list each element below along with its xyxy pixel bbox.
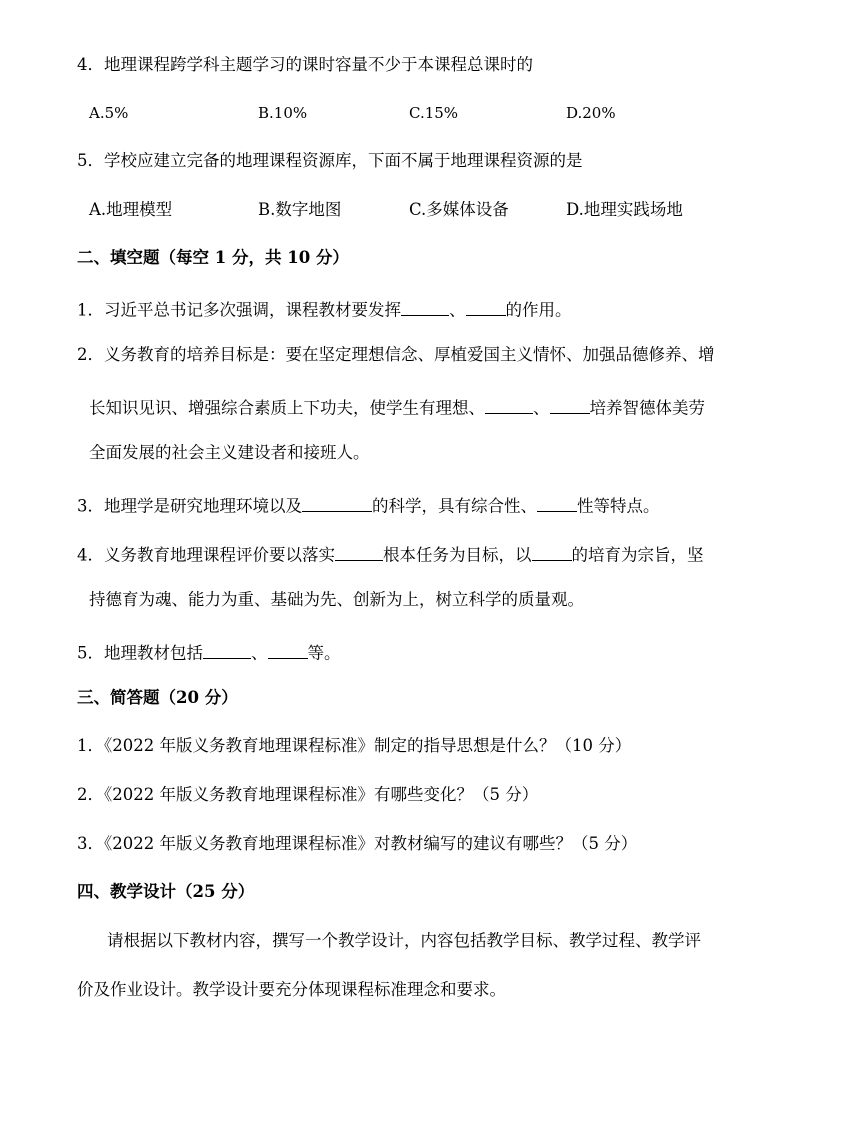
fill-q1 <box>77 298 572 319</box>
fill-q4-blank-1[interactable] <box>335 543 383 561</box>
fill-q5-text-a: 5．地理教材包括 <box>77 643 203 663</box>
fill-q1-text-b: 的作用。 <box>505 300 572 320</box>
fill-q2-line2 <box>89 396 705 417</box>
fill-q2-text-b: 培养智德体美劳 <box>589 398 705 418</box>
design-paragraph-line2: 价及作业设计。教学设计要充分体现课程标准理念和要求。 <box>77 980 506 999</box>
choice-q5-option-a: A.地理模型 <box>89 200 173 219</box>
fill-q4-line1 <box>77 543 704 564</box>
fill-q1-blank-2[interactable] <box>466 298 506 316</box>
fill-q5-sep: 、 <box>251 643 268 663</box>
fill-q1-text-a: 1．习近平总书记多次强调，课程教材要发挥 <box>77 300 401 320</box>
fill-q4-blank-2[interactable] <box>532 543 572 561</box>
short-q2: 2．《2022 年版义务教育地理课程标准》有哪些变化？（5 分） <box>77 785 539 804</box>
fill-section-heading: 二、填空题（每空 1 分，共 10 分） <box>77 248 349 267</box>
choice-q5-option-c: C.多媒体设备 <box>409 200 509 219</box>
fill-q5 <box>77 641 341 662</box>
fill-q4-text-a: 4．义务教育地理课程评价要以落实 <box>77 545 335 565</box>
fill-q3-blank-2[interactable] <box>537 494 577 512</box>
fill-q1-sep: 、 <box>449 300 466 320</box>
short-q1: 1．《2022 年版义务教育地理课程标准》制定的指导思想是什么？（10 分） <box>77 736 632 755</box>
design-section-heading: 四、教学设计（25 分） <box>77 882 255 901</box>
fill-q3-text-a: 3．地理学是研究地理环境以及 <box>77 496 302 516</box>
fill-q5-blank-2[interactable] <box>268 641 308 659</box>
short-section-heading: 三、简答题（20 分） <box>77 688 238 707</box>
fill-q3-blank-1[interactable] <box>302 494 372 512</box>
choice-q4-option-c: C.15% <box>409 104 459 122</box>
choice-q4-option-a: A.5% <box>89 104 129 122</box>
design-paragraph-line1: 请根据以下教材内容，撰写一个教学设计，内容包括教学目标、教学过程、教学评 <box>107 931 701 950</box>
choice-q4-text: 4．地理课程跨学科主题学习的课时容量不少于本课程总课时的 <box>77 55 533 74</box>
fill-q2-line1: 2．义务教育的培养目标是：要在坚定理想信念、厚植爱国主义情怀、加强品德修养、增 <box>77 345 715 364</box>
fill-q3-text-b: 的科学，具有综合性、 <box>372 496 537 516</box>
fill-q3 <box>77 494 660 515</box>
fill-q2-blank-1[interactable] <box>485 396 533 414</box>
fill-q2-sep: 、 <box>533 398 550 418</box>
choice-q4-option-d: D.20% <box>566 104 616 122</box>
fill-q4-line2: 持德育为魂、能力为重、基础为先、创新为上，树立科学的质量观。 <box>89 590 584 609</box>
choice-q5-option-b: B.数字地图 <box>258 200 342 219</box>
fill-q3-text-c: 性等特点。 <box>577 496 660 516</box>
choice-q4-option-b: B.10% <box>258 104 308 122</box>
fill-q4-text-b: 根本任务为目标，以 <box>383 545 532 565</box>
fill-q5-text-b: 等。 <box>307 643 341 663</box>
choice-q5-text: 5．学校应建立完备的地理课程资源库，下面不属于地理课程资源的是 <box>77 151 583 170</box>
fill-q1-blank-1[interactable] <box>401 298 449 316</box>
fill-q5-blank-1[interactable] <box>203 641 251 659</box>
choice-q5-option-d: D.地理实践场地 <box>566 200 683 219</box>
fill-q2-text-a: 长知识见识、增强综合素质上下功夫，使学生有理想、 <box>89 398 485 418</box>
fill-q4-text-c: 的培育为宗旨，坚 <box>571 545 704 565</box>
fill-q2-blank-2[interactable] <box>550 396 590 414</box>
short-q3: 3．《2022 年版义务教育地理课程标准》对教材编写的建议有哪些？（5 分） <box>77 834 638 853</box>
fill-q2-line3: 全面发展的社会主义建设者和接班人。 <box>89 443 370 462</box>
